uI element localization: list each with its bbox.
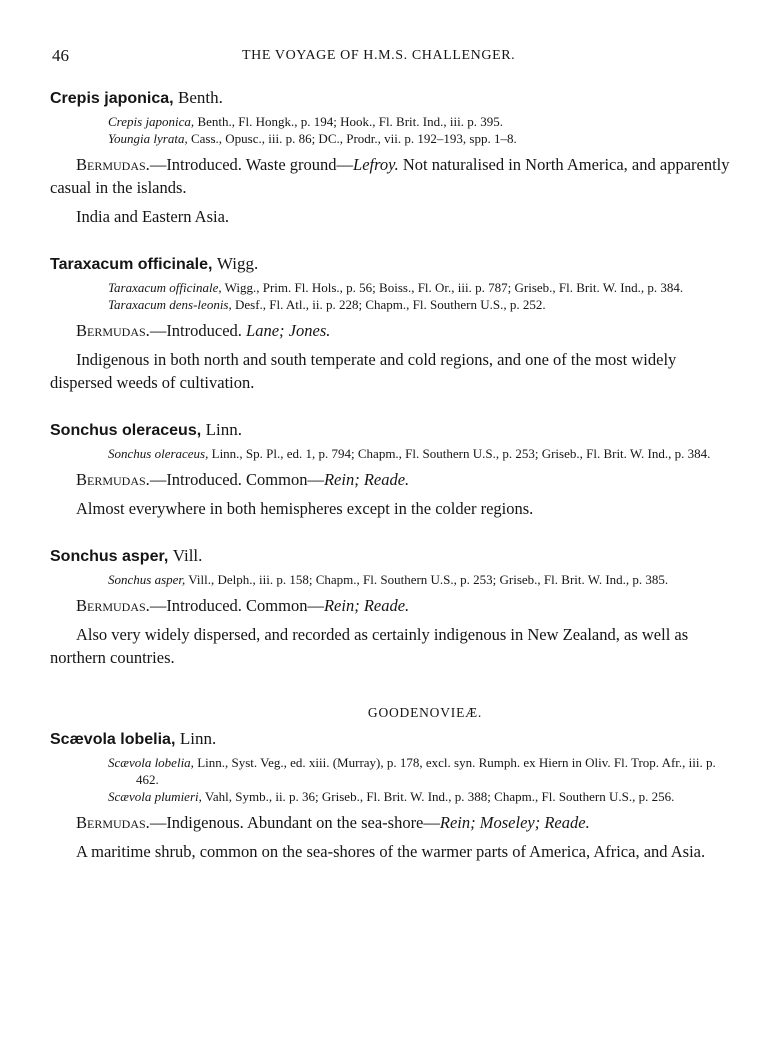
collectors: Rein; Reade. bbox=[323, 596, 410, 615]
reference-text: Linn., Sp. Pl., ed. 1, p. 794; Chapm., Fl. Southern U.S., p. 253; Griseb., Fl. Brit. W. Ind., p. 384. bbox=[211, 446, 711, 461]
reference-text: Vahl, Symb., ii. p. 36; Griseb., Fl. Brit. W. Ind., p. 388; Chapm., Fl. Southern U.S., p. 256. bbox=[204, 789, 675, 804]
status-text: —Introduced. Common— bbox=[149, 470, 324, 489]
species-authority: Benth. bbox=[178, 88, 223, 107]
page-content bbox=[50, 88, 730, 863]
species-name: Crepis japonica, bbox=[50, 90, 174, 107]
reference-text: Linn., Syst. Veg., ed. xiii. (Murray), p. 178, excl. syn. Rumph. ex Hiern in Oliv. Fl. Trop. Afr., iii. p. 462. bbox=[136, 755, 716, 787]
species-authority: Vill. bbox=[172, 546, 203, 565]
collectors: Lefroy. bbox=[353, 155, 399, 174]
reference-text: Desf., Fl. Atl., ii. p. 228; Chapm., Fl. Southern U.S., p. 252. bbox=[235, 297, 546, 312]
collectors: Rein; Moseley; Reade. bbox=[439, 813, 590, 832]
reference bbox=[50, 130, 730, 147]
page-header bbox=[52, 44, 726, 70]
reference-name: Taraxacum officinale, bbox=[108, 280, 222, 295]
reference bbox=[50, 279, 730, 296]
species-authority: Linn. bbox=[205, 420, 242, 439]
family-heading: GOODENOVIEÆ. bbox=[367, 705, 483, 720]
reference-name: Scævola plumieri, bbox=[108, 789, 202, 804]
species-heading bbox=[50, 546, 730, 567]
species-name: Sonchus asper, bbox=[50, 548, 169, 565]
reference-name: Youngia lyrata, bbox=[108, 131, 188, 146]
status-text: —Introduced. Waste ground— bbox=[149, 155, 354, 174]
species-entry bbox=[50, 88, 730, 228]
reference-text: Benth., Fl. Hongk., p. 194; Hook., Fl. Brit. Ind., iii. p. 395. bbox=[197, 114, 503, 129]
reference bbox=[50, 296, 730, 313]
reference-name: Crepis japonica, bbox=[108, 114, 195, 129]
reference-name: Taraxacum dens-leonis, bbox=[108, 297, 232, 312]
collectors: Lane; Jones. bbox=[246, 321, 331, 340]
reference-text: Cass., Opusc., iii. p. 86; DC., Prodr., vii. p. 192–193, spp. 1–8. bbox=[190, 131, 517, 146]
status-text: —Indigenous. Abundant on the sea-shore— bbox=[149, 813, 440, 832]
reference bbox=[50, 113, 730, 130]
species-entry bbox=[50, 546, 730, 669]
distribution: A maritime shrub, common on the sea-shores of the warmer parts of America, Africa, and Asia. bbox=[76, 842, 706, 861]
status-extra: Not naturalised in North America, and apparently casual in the islands. bbox=[50, 155, 730, 197]
species-entry bbox=[50, 254, 730, 394]
species-heading bbox=[50, 729, 730, 750]
species-authority: Linn. bbox=[179, 729, 217, 748]
distribution: Almost everywhere in both hemispheres except in the colder regions. bbox=[76, 499, 534, 518]
status-paragraph bbox=[50, 153, 730, 199]
species-name: Sonchus oleraceus, bbox=[50, 422, 202, 439]
status-paragraph bbox=[50, 468, 730, 491]
status-text: —Introduced. Common— bbox=[149, 596, 324, 615]
reference-name: Sonchus asper, bbox=[108, 572, 186, 587]
status-text: —Introduced. bbox=[149, 321, 247, 340]
species-heading bbox=[50, 254, 730, 275]
location: Bermudas. bbox=[76, 813, 150, 832]
species-heading bbox=[50, 420, 730, 441]
species-entry bbox=[50, 420, 730, 520]
reference-name: Scævola lobelia, bbox=[108, 755, 194, 770]
location: Bermudas. bbox=[76, 470, 150, 489]
species-authority: Wigg. bbox=[216, 254, 259, 273]
reference bbox=[50, 445, 730, 462]
status-paragraph bbox=[50, 811, 730, 834]
reference bbox=[50, 571, 730, 588]
species-name: Scævola lobelia, bbox=[50, 731, 176, 748]
distribution: Also very widely dispersed, and recorded as certainly indigenous in New Zealand, as well as northern countries. bbox=[50, 625, 689, 667]
species-entry bbox=[50, 729, 730, 863]
distribution: Indigenous in both north and south temperate and cold regions, and one of the most widely dispersed weeds of cultivation. bbox=[50, 350, 677, 392]
species-name: Taraxacum officinale, bbox=[50, 256, 213, 273]
reference bbox=[50, 788, 730, 805]
reference-text: Vill., Delph., iii. p. 158; Chapm., Fl. Southern U.S., p. 253; Griseb., Fl. Brit. W. Ind., p. 385. bbox=[188, 572, 669, 587]
collectors: Rein; Reade. bbox=[323, 470, 410, 489]
species-heading bbox=[50, 88, 730, 109]
reference-name: Sonchus oleraceus, bbox=[108, 446, 209, 461]
reference bbox=[50, 754, 730, 788]
status-paragraph bbox=[50, 319, 730, 342]
distribution: India and Eastern Asia. bbox=[76, 207, 230, 226]
location: Bermudas. bbox=[76, 155, 150, 174]
page-number: 46 bbox=[52, 46, 69, 65]
reference-text: Wigg., Prim. Fl. Hols., p. 56; Boiss., Fl. Or., iii. p. 787; Griseb., Fl. Brit. W. Ind., p. 384. bbox=[224, 280, 684, 295]
location: Bermudas. bbox=[76, 321, 150, 340]
location: Bermudas. bbox=[76, 596, 150, 615]
running-title: THE VOYAGE OF H.M.S. CHALLENGER. bbox=[242, 48, 516, 63]
status-paragraph bbox=[50, 594, 730, 617]
